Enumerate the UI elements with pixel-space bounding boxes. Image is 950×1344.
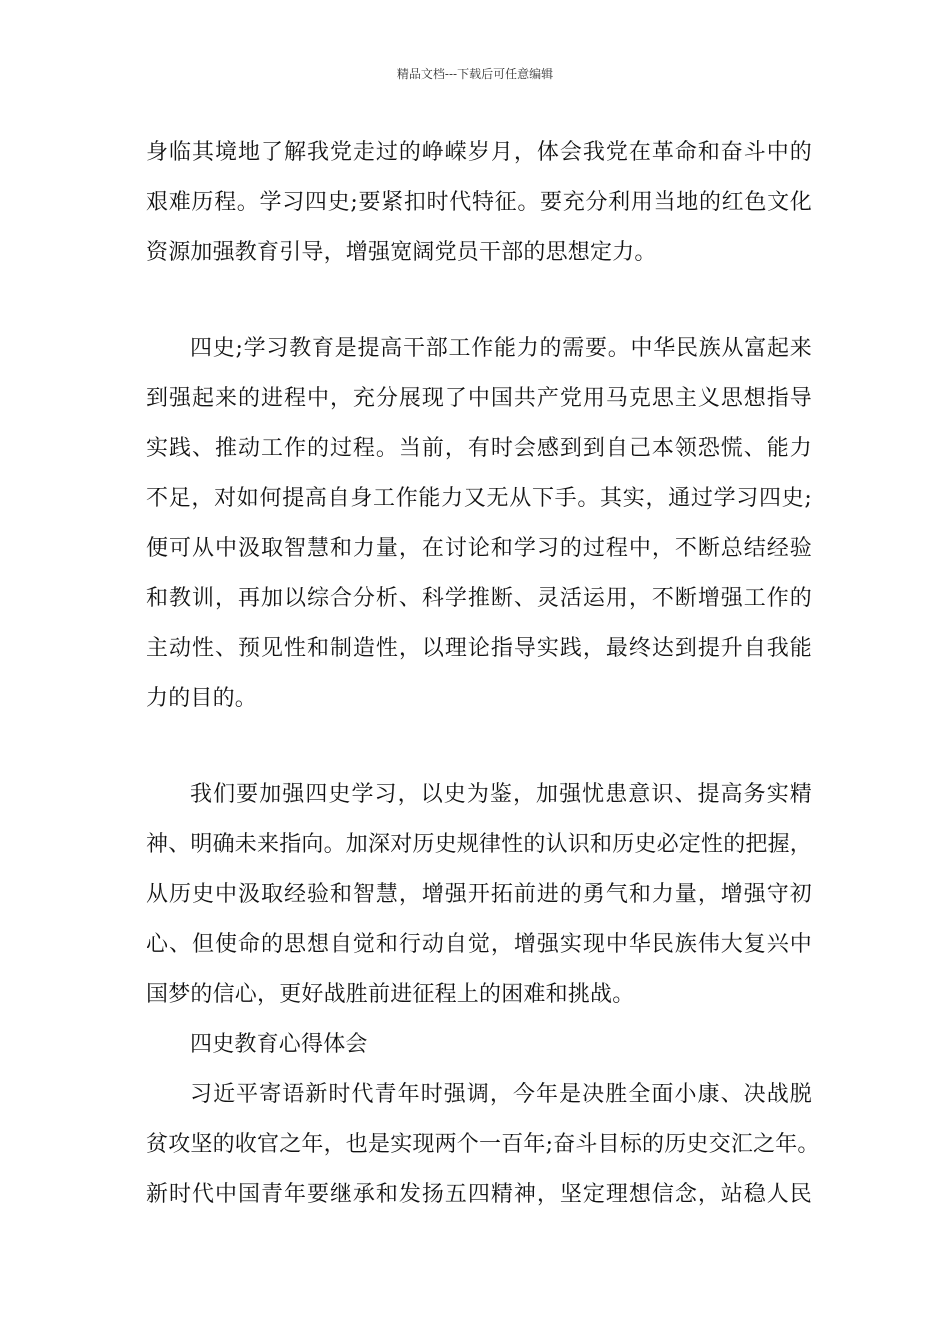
text-line: 新时代中国青年要继承和发扬五四精神，坚定理想信念，站稳人民 bbox=[146, 1182, 812, 1207]
text-line: 贫攻坚的收官之年，也是实现两个一百年;奋斗目标的历史交汇之年。 bbox=[146, 1132, 820, 1157]
paragraph-gap bbox=[146, 278, 812, 324]
text-line: 资源加强教育引导，增强宽阔党员干部的思想定力。 bbox=[146, 240, 657, 265]
page-header: 精品文档---下载后可任意编辑 bbox=[396, 67, 554, 81]
text-line: 实践、推动工作的过程。当前，有时会感到到自己本领恐慌、能力 bbox=[146, 436, 812, 461]
text-line: 四史;学习教育是提高干部工作能力的需要。中华民族从富起来 bbox=[190, 336, 812, 361]
text-line: 我们要加强四史学习，以史为鉴，加强忧患意识、提高务实精 bbox=[190, 782, 812, 807]
text-line: 习近平寄语新时代青年时强调，今年是决胜全面小康、决战脱 bbox=[190, 1082, 812, 1107]
heading-line: 四史教育心得体会 bbox=[190, 1032, 368, 1057]
text-line: 和教训，再加以综合分析、科学推断、灵活运用，不断增强工作的 bbox=[146, 586, 812, 611]
text-line: 国梦的信心，更好战胜前进征程上的困难和挑战。 bbox=[146, 982, 635, 1007]
text-line: 力的目的。 bbox=[146, 686, 258, 711]
paragraph-3 bbox=[146, 770, 812, 1020]
text-line: 从历史中汲取经验和智慧，增强开拓前进的勇气和力量，增强守初 bbox=[146, 882, 812, 907]
text-line: 艰难历程。学习四史;要紧扣时代特征。要充分利用当地的红色文化 bbox=[146, 190, 812, 215]
paragraph-2 bbox=[146, 324, 812, 724]
document-body bbox=[146, 128, 820, 1220]
text-line: 便可从中汲取智慧和力量，在讨论和学习的过程中，不断总结经验 bbox=[146, 536, 812, 561]
text-line: 身临其境地了解我党走过的峥嵘岁月，体会我党在革命和奋斗中的 bbox=[146, 140, 812, 165]
text-line: 不足，对如何提高自身工作能力又无从下手。其实，通过学习四史; bbox=[146, 486, 812, 511]
text-line: 心、但使命的思想自觉和行动自觉，增强实现中华民族伟大复兴中 bbox=[146, 932, 812, 957]
text-line: 主动性、预见性和制造性，以理论指导实践，最终达到提升自我能 bbox=[146, 636, 812, 661]
section-heading bbox=[146, 1020, 812, 1070]
text-line: 神、明确未来指向。加深对历史规律性的认识和历史必定性的把握， bbox=[146, 832, 813, 857]
paragraph-1 bbox=[146, 128, 812, 278]
text-line: 到强起来的进程中，充分展现了中国共产党用马克思主义思想指导 bbox=[146, 386, 812, 411]
paragraph-4 bbox=[146, 1070, 820, 1220]
paragraph-gap bbox=[146, 724, 812, 770]
